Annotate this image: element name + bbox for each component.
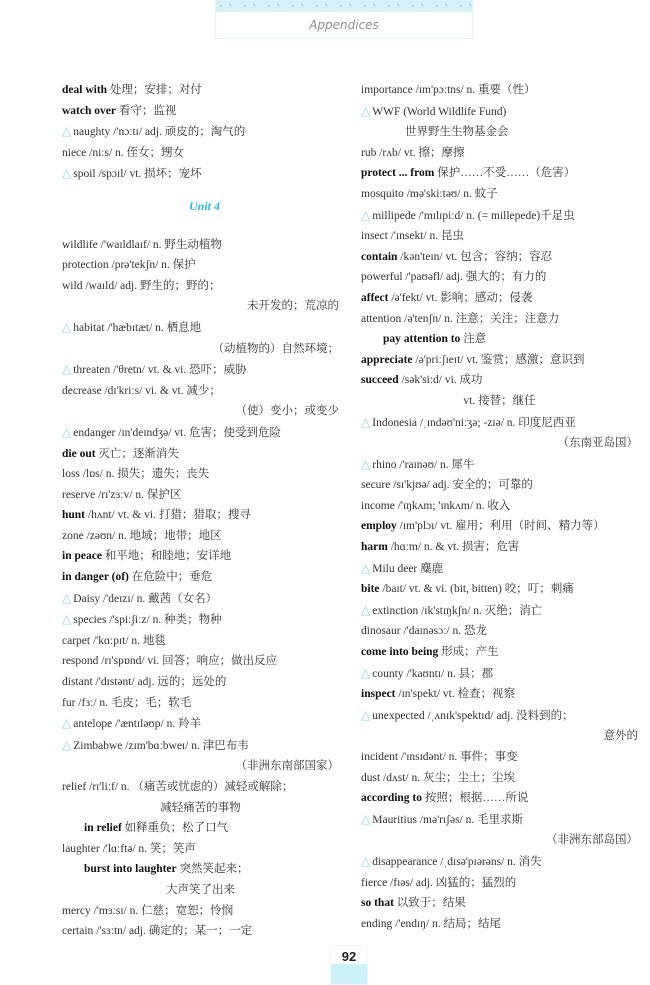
entry-definition: /'kaʊntɪ/ n. 县；郡 [403,667,494,680]
vocab-entry [361,747,646,768]
vocab-entry [361,642,646,663]
entry-headword: Zimbabwe [73,739,123,752]
entry-continuation: （使）变小；或变少 [235,405,339,418]
entry-headword: wildlife [62,238,98,251]
entry-headword: deal with [62,84,108,96]
entry-definition: /mə'skiːtəʊ/ n. 蚊子 [403,187,498,200]
entry-headword: zone [62,529,84,542]
vocab-entry [62,880,347,901]
entry-headword: spoil [73,168,96,181]
triangle-marker-icon: △ [361,560,371,575]
entry-definition: /'lɑːftə/ n. 笑；笑声 [99,842,196,855]
entry-continuation: 减轻痛苦的事物 [160,801,241,814]
entry-headword: mosquito [361,187,404,200]
entry-headword: contain [361,250,398,263]
entry-headword: inspect [361,688,396,701]
entry-headword: species [73,614,107,627]
entry-headword: in danger (of) [62,571,129,584]
vocab-entry [361,454,646,476]
vocab-entry [62,80,347,101]
vocab-entry [361,309,646,330]
vocab-entry [361,830,646,851]
vocab-entry [361,788,646,809]
vocab-entry [62,777,347,798]
entry-headword: come into being [361,646,439,659]
entry-headword: protection [62,259,109,272]
entry-definition: /ɪk'stɪŋkʃn/ n. 灭绝；消亡 [418,604,543,617]
entry-definition: /zəʊn/ n. 地域；地带；地区 [83,529,222,542]
entry-headword: Mauritius [372,813,417,826]
entry-definition: /ɪn'deɪndʒə/ vt. 危害；使受到危险 [115,426,281,439]
vocab-entry [361,663,646,685]
header-decorative-band [216,0,472,12]
entry-continuation: （非洲东部岛国） [546,834,638,847]
vocab-entry [361,600,646,622]
entry-definition: /sɪ'kjʊə/ adj. 安全的；可靠的 [390,479,533,492]
entry-continuation: （东南亚岛国） [557,437,638,450]
vocab-entry [361,205,646,227]
vocab-entry [361,101,646,123]
entry-continuation: 意外的 [603,730,638,743]
vocab-entry [62,359,347,381]
vocab-entry [62,485,347,506]
entry-headword: distant [62,676,93,689]
vocab-entry [62,631,347,652]
entry-definition: /rɪ'spɒnd/ vi. 回答；响应；做出反应 [98,655,278,668]
entry-headword: pay attention to [383,333,461,346]
vocab-entry [361,122,646,143]
entry-headword: Indonesia [372,416,417,429]
entry-headword: fierce [361,876,388,889]
vocab-entry [361,226,646,247]
entry-continuation: vt. 接替；继任 [463,394,536,407]
entry-headword: dust [361,771,381,784]
vocab-entry [62,444,347,465]
entry-definition: /zɪm'bɑːbweɪ/ n. 津巴布韦 [122,739,249,752]
vocab-entry [361,329,646,350]
triangle-marker-icon: △ [62,166,72,181]
entry-headword: habitat [73,321,105,334]
entry-headword: fur [62,696,76,709]
entry-definition: 灭亡；逐渐消失 [95,447,179,460]
vocab-entry [361,163,646,184]
left-unit-entries [62,235,347,942]
left-top-entries [62,80,347,185]
entry-definition: /'raɪnəʊ/ n. 犀牛 [396,458,475,471]
entry-definition: /ɪm'pɔːtns/ n. 重要（性） [412,84,536,96]
vocab-entry [361,621,646,642]
entry-headword: hunt [62,509,86,522]
vocab-entry [62,422,347,444]
vocab-entry [62,693,347,714]
entry-headword: die out [62,447,96,460]
vocab-entry [361,80,646,101]
vocab-entry [62,859,347,880]
entry-headword: naughty [73,126,111,139]
vocab-entry [62,609,347,631]
vocab-entry [361,143,646,164]
vocab-entry [62,756,347,777]
entry-headword: respond [62,655,99,668]
vocab-entry [62,818,347,839]
entry-headword: carpet [62,634,91,647]
vocab-entry [62,901,347,922]
page-number: 92 [341,949,357,964]
entry-definition: /'θretn/ vt. & vi. 恐吓；威胁 [110,364,247,377]
vocab-entry [62,101,347,122]
vocab-entry [62,401,347,422]
triangle-marker-icon: △ [361,853,371,868]
vocab-entry [361,350,646,371]
vocab-entry [62,339,347,360]
entry-definition: /'ɪnsɪdənt/ n. 事件；事变 [398,751,518,763]
vocab-entry [361,288,646,309]
right-column [361,80,646,934]
entry-definition: /ə'fekt/ vt. 影响；感动；侵袭 [388,291,533,304]
triangle-marker-icon: △ [62,362,72,377]
vocab-entry [62,839,347,860]
entry-definition: 在危险中；垂危 [128,571,213,584]
entry-headword: bite [361,583,380,596]
entry-continuation: 未开发的；荒凉的 [247,300,339,313]
entry-definition: /'ɪnsekt/ n. 昆虫 [387,230,465,243]
entry-headword: extinction [372,604,419,617]
entry-headword: dinosaur [361,625,401,638]
vocab-entry [361,893,646,914]
vocab-entry [361,496,646,517]
triangle-marker-icon: △ [361,103,371,118]
vocab-entry [361,370,646,391]
vocab-entry [361,184,646,205]
entry-definition: /ˌʌnɪk'spektɪd/ adj. 没料到的； [424,709,574,722]
entry-definition: /hɑːm/ n. & vt. 损害；危害 [387,541,520,554]
entry-headword: wild [62,279,83,292]
vocab-entry [62,546,347,567]
page-number-box [330,945,368,985]
vocab-entry [62,163,347,185]
entry-definition: /ˌɪndəʊ'niːʒə; -zɪə/ n. 印度尼西亚 [416,416,576,429]
vocab-entry [62,121,347,143]
vocab-entry [361,579,646,600]
vocab-entry [361,412,646,434]
entry-definition: 处理；安排；对付 [107,84,202,96]
entry-headword: niece [62,146,87,159]
vocab-entry [62,588,347,610]
triangle-marker-icon: △ [62,124,72,139]
triangle-marker-icon: △ [361,665,371,680]
entry-definition: 注意 [460,333,487,346]
entry-definition: 看守；监视 [115,104,177,117]
entry-headword: so that [361,897,394,910]
entry-definition: /rɪ'zɜːv/ n. 保护区 [95,488,182,501]
vocab-entry [361,873,646,894]
entry-definition: /spɔɪl/ vt. 损坏；宠坏 [95,168,202,181]
entry-definition: /'ɪŋkʌm; 'ɪnkʌm/ n. 收入 [394,499,511,512]
entry-headword: protect ... from [361,167,435,180]
vocab-entry [361,247,646,268]
vocab-entry [62,296,347,317]
vocab-entry [62,464,347,485]
entry-headword: laughter [62,842,100,855]
entry-continuation: （非洲东南部国家） [235,760,339,773]
entry-definition: /niːs/ n. 侄女；甥女 [86,146,185,159]
entry-definition: /'æntɪləʊp/ n. 羚羊 [112,718,202,731]
entry-definition: /'mɪlɪpiːd/ n. (= millepede)千足虫 [415,209,575,222]
page-header [215,0,473,39]
entry-headword: reserve [62,488,96,501]
entry-definition: /hʌnt/ vt. & vi. 打猎；猎取；搜寻 [85,509,251,522]
entry-definition: 如释重负；松了口气 [121,822,229,835]
vocab-entry [62,317,347,339]
entry-definition: 突然笑起来； [176,863,249,876]
entry-headword: disappearance [372,855,438,868]
entry-headword: rhino [372,458,397,471]
triangle-marker-icon: △ [361,707,371,722]
vocab-entry [361,684,646,705]
entry-definition: /dɪ'kriːs/ vi. & vt. 减少； [101,384,221,397]
entry-headword: decrease [62,384,102,397]
vocab-entry [361,475,646,496]
entry-continuation: （动植物的）自然环境； [212,342,339,355]
entry-definition: /'paʊəfl/ adj. 强大的；有力的 [402,271,547,284]
entry-headword: Daisy [73,592,101,605]
vocab-entry [62,235,347,256]
entry-definition: 和平地；和睦地；安详地 [101,550,232,563]
entry-definition: /'spiːʃiːz/ n. 种类；物种 [106,614,222,627]
entry-headword: appreciate [361,353,413,366]
entry-definition: /ə'tenʃn/ n. 注意；关注；注意力 [401,312,560,325]
entry-definition: /waɪld/ adj. 野生的；野的； [82,279,221,292]
vocab-entry [361,705,646,727]
vocab-entry [361,516,646,537]
vocab-entry [361,768,646,789]
triangle-marker-icon: △ [62,424,72,439]
entry-headword: harm [361,541,388,554]
vocab-entry [361,537,646,558]
entry-headword: in relief [84,822,122,835]
entry-definition: /'waɪldlaɪf/ n. 野生动植物 [97,238,222,251]
entry-definition: /'kɑːpɪt/ n. 地毯 [90,634,166,647]
entry-definition: /'mɜːsɪ/ n. 仁慈；宽恕；怜悯 [90,904,234,917]
entry-definition: /'deɪzɪ/ n. 戴茜（女名） [100,592,218,605]
entry-definition: /ɪm'plɔɪ/ vt. 雇用；利用（时间、精力等） [396,520,605,533]
entry-headword: importance [361,84,413,96]
entry-definition: /fɪəs/ adj. 凶猛的；猛烈的 [387,876,517,889]
entry-headword: loss [62,468,80,481]
entry-definition: /'endɪŋ/ n. 结局；结尾 [392,917,502,930]
entry-definition: /ˌdɪsə'pɪərəns/ n. 消失 [437,855,542,868]
entry-definition: 麋鹿 [417,562,444,575]
vocab-entry [62,672,347,693]
triangle-marker-icon: △ [361,602,371,617]
entry-definition: /kən'teɪn/ vt. 包含；容纳；容忍 [397,250,553,263]
triangle-marker-icon: △ [62,590,72,605]
entry-definition: /mə'rɪʃəs/ n. 毛里求斯 [416,813,524,826]
unit-title: Unit 4 [188,198,220,213]
header-title: Appendices [309,18,379,32]
entry-definition: /rɪ'liːf/ n. （痛苦或忧虑的）减轻或解除； [86,781,294,793]
vocab-entry [62,255,347,276]
triangle-marker-icon: △ [62,737,72,752]
triangle-marker-icon: △ [62,716,72,731]
right-entries [361,80,646,934]
triangle-marker-icon: △ [361,207,371,222]
vocab-entry [62,526,347,547]
entry-headword: employ [361,520,397,533]
triangle-marker-icon: △ [361,811,371,826]
entry-definition: /ə'priːʃɪeɪt/ vt. 鉴赏；感激；意识到 [412,353,585,366]
entry-headword: burst into laughter [84,863,177,876]
entry-definition: 以致于；结果 [393,897,466,910]
vocab-entry [361,433,646,454]
entry-definition: /rʌb/ vt. 擦；摩擦 [376,146,465,159]
entry-definition: /'hæbɪtæt/ n. 栖息地 [104,321,202,334]
vocab-entry [361,914,646,935]
entry-definition: /'nɔːtɪ/ adj. 顽皮的；淘气的 [110,126,246,139]
vocab-entry [62,276,347,297]
entry-headword: according to [361,792,423,805]
entry-headword: mercy [62,904,91,917]
vocab-entry [62,505,347,526]
vocab-entry [361,809,646,831]
entry-headword: income [361,499,395,512]
entry-definition: /fɜː/ n. 毛皮；毛；软毛 [75,696,192,709]
entry-continuation: 世界野生生物基金会 [405,126,509,139]
entry-headword: WWF (World Wildlife Fund) [372,105,507,118]
entry-continuation: 大声笑了出来 [166,883,235,896]
vocab-entry [62,713,347,735]
entry-definition: /dʌst/ n. 灰尘；尘土；尘埃 [380,771,515,784]
vocab-entry [62,921,347,942]
vocab-entry [62,651,347,672]
entry-definition: /lɒs/ n. 损失；遗失；丧失 [79,468,210,481]
vocab-entry [62,567,347,588]
entry-definition: /ɪn'spekt/ vt. 检查；视察 [395,688,516,701]
entry-definition: 形成；产生 [438,646,499,659]
entry-definition: /baɪt/ vt. & vi. (bit, bitten) 咬；叮；刺痛 [379,583,574,596]
vocab-entry [361,851,646,873]
vocab-entry [62,381,347,402]
triangle-marker-icon: △ [62,612,72,627]
vocab-entry [62,143,347,164]
entry-definition: 保护……不受……（危害） [434,167,576,180]
entry-definition: /'daɪnəsɔː/ n. 恐龙 [400,625,487,638]
entry-headword: certain [62,925,94,938]
entry-headword: incident [361,751,399,763]
entry-headword: antelope [73,718,113,731]
entry-definition: /prə'tekʃn/ n. 保护 [108,259,196,272]
entry-headword: unexpected [372,709,425,722]
entry-headword: insect [361,230,388,243]
entry-headword: millipede [372,209,416,222]
vocab-entry [361,267,646,288]
entry-headword: succeed [361,374,399,387]
entry-headword: attention [361,312,402,325]
entry-headword: secure [361,479,391,492]
vocab-entry [361,558,646,580]
entry-headword: watch over [62,104,116,117]
vocab-entry [361,726,646,747]
triangle-marker-icon: △ [361,456,371,471]
entry-definition: /sək'siːd/ vi. 成功 [398,374,483,387]
entry-headword: affect [361,291,389,304]
entry-headword: Milu deer [372,562,418,575]
entry-headword: relief [62,781,87,793]
entry-headword: ending [361,917,393,930]
vocab-entry [62,735,347,757]
entry-definition: 按照；根据……所说 [422,792,529,805]
left-column [62,80,347,942]
entry-headword: threaten [73,364,111,377]
entry-headword: endanger [73,426,116,439]
entry-headword: powerful [361,271,403,284]
entry-definition: /'sɜːtn/ adj. 确定的；某一；一定 [93,925,253,938]
triangle-marker-icon: △ [62,319,72,334]
entry-definition: /'dɪstənt/ adj. 远的；远处的 [92,676,227,689]
vocab-entry [62,798,347,819]
entry-headword: rub [361,146,377,159]
entry-headword: county [372,667,404,680]
entry-headword: in peace [62,550,102,563]
vocab-entry [361,391,646,412]
triangle-marker-icon: △ [361,414,371,429]
